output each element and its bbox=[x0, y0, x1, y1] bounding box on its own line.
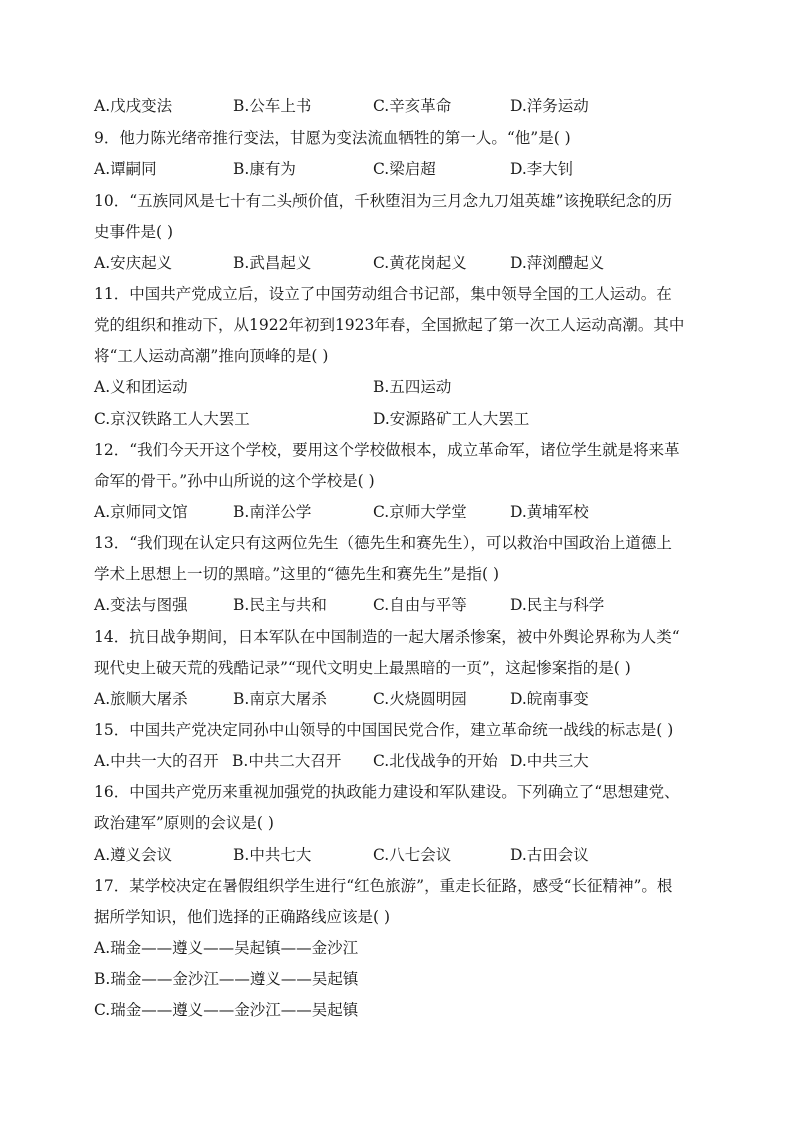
question-9-text: 9．他力陈光绪帝推行变法，甘愿为变法流血牺牲的第一人。“他”是( ) bbox=[94, 129, 571, 147]
option-d: D.洋务运动 bbox=[510, 97, 589, 115]
question-14-text-line-1: 14．抗日战争期间，日本军队在中国制造的一起大屠杀惨案，被中外舆论界称为人类“ bbox=[94, 628, 680, 646]
option-a: A.安庆起义 bbox=[94, 254, 173, 272]
option-b: B.民主与共和 bbox=[233, 596, 327, 614]
question-15-options bbox=[94, 751, 704, 771]
option-a: A.遵义会议 bbox=[94, 846, 173, 864]
question-11-text-line-1: 11．中国共产党成立后，设立了中国劳动组合书记部，集中领导全国的工人运动。在 bbox=[94, 285, 672, 303]
option-b: B.公车上书 bbox=[233, 97, 312, 115]
question-11-text-line-2: 党的组织和推动下，从1922年初到1923年春，全国掀起了第一次工人运动高潮。其中 bbox=[94, 316, 685, 334]
option-a: A.变法与图强 bbox=[94, 596, 188, 614]
option-c: C.梁启超 bbox=[373, 160, 436, 178]
option-c: C.八七会议 bbox=[373, 846, 452, 864]
option-d: D.李大钊 bbox=[510, 160, 574, 178]
question-13-options bbox=[94, 595, 704, 615]
option-d: D.萍浏醴起义 bbox=[510, 254, 605, 272]
question-17-option-a: A.瑞金——遵义——吴起镇——金沙江 bbox=[94, 939, 359, 957]
question-10-options bbox=[94, 253, 704, 273]
option-d: D.黄埔军校 bbox=[510, 503, 589, 521]
option-b: B.南京大屠杀 bbox=[233, 690, 327, 708]
question-14-text-line-2: 现代史上破天荒的残酷记录”“现代文明史上最黑暗的一页”，这起惨案指的是( ) bbox=[94, 659, 631, 677]
question-16-text-line-1: 16．中国共产党历来重视加强党的执政能力建设和军队建设。下列确立了“思想建党、 bbox=[94, 783, 680, 801]
option-d: D.民主与科学 bbox=[510, 596, 605, 614]
option-d: D.皖南事变 bbox=[510, 690, 589, 708]
option-b: B.康有为 bbox=[233, 160, 296, 178]
option-a: A.戊戌变法 bbox=[94, 97, 173, 115]
option-d: D.中共三大 bbox=[510, 752, 589, 770]
question-13-text-line-1: 13．“我们现在认定只有这两位先生（德先生和赛先生），可以救治中国政治上道德上 bbox=[94, 534, 672, 552]
question-16-options bbox=[94, 845, 704, 865]
question-8-options bbox=[94, 96, 704, 116]
question-11-text-line-3: 将“工人运动高潮”推向顶峰的是( ) bbox=[94, 347, 329, 365]
question-12-options bbox=[94, 502, 704, 522]
option-c: C.自由与平等 bbox=[373, 596, 467, 614]
option-a: A.义和团运动 bbox=[94, 378, 188, 396]
question-9-options bbox=[94, 159, 704, 179]
question-11-options-row-1 bbox=[94, 377, 704, 397]
option-d: D.安源路矿工人大罢工 bbox=[373, 410, 530, 428]
option-b: B.中共二大召开 bbox=[232, 752, 342, 770]
question-11-options-row-2 bbox=[94, 409, 704, 429]
question-12-text-line-1: 12．“我们今天开这个学校，要用这个学校做根本，成立革命军，诸位学生就是将来革 bbox=[94, 441, 680, 459]
question-17-text-line-2: 据所学知识，他们选择的正确路线应该是( ) bbox=[94, 908, 391, 926]
option-b: B.武昌起义 bbox=[233, 254, 312, 272]
question-16-text-line-2: 政治建军”原则的会议是( ) bbox=[94, 814, 274, 832]
option-c: C.辛亥革命 bbox=[373, 97, 452, 115]
option-b: B.五四运动 bbox=[373, 378, 452, 396]
option-c: C.京汉铁路工人大罢工 bbox=[94, 410, 250, 428]
option-a: A.旅顺大屠杀 bbox=[94, 690, 188, 708]
question-10-text-line-1: 10．“五族同风是七十有二头颅价值，千秋堕泪为三月念九刀俎英雄”该挽联纪念的历 bbox=[94, 192, 673, 210]
option-c: C.北伐战争的开始 bbox=[373, 752, 498, 770]
option-a: A.京师同文馆 bbox=[94, 503, 188, 521]
option-a: A.谭嗣同 bbox=[94, 160, 157, 178]
option-d: D.古田会议 bbox=[510, 846, 589, 864]
option-b: B.中共七大 bbox=[233, 846, 312, 864]
option-c: C.火烧圆明园 bbox=[373, 690, 467, 708]
question-15-text: 15．中国共产党决定同孙中山领导的中国国民党合作，建立革命统一战线的标志是( ) bbox=[94, 721, 674, 739]
option-c: C.黄花岗起义 bbox=[373, 254, 467, 272]
question-12-text-line-2: 命军的骨干。”孙中山所说的这个学校是( ) bbox=[94, 472, 375, 490]
option-a: A.中共一大的召开 bbox=[94, 752, 219, 770]
question-13-text-line-2: 学术上思想上一切的黑暗。”这里的“德先生和赛先生”是指( ) bbox=[94, 565, 500, 583]
question-17-option-b: B.瑞金——金沙江——遵义——吴起镇 bbox=[94, 970, 359, 988]
question-10-text-line-2: 史事件是( ) bbox=[94, 223, 174, 241]
option-c: C.京师大学堂 bbox=[373, 503, 467, 521]
question-14-options bbox=[94, 689, 704, 709]
question-17-option-c: C.瑞金——遵义——金沙江——吴起镇 bbox=[94, 1001, 359, 1019]
question-17-text-line-1: 17．某学校决定在暑假组织学生进行“红色旅游”，重走长征路，感受“长征精神”。根 bbox=[94, 877, 673, 895]
option-b: B.南洋公学 bbox=[233, 503, 312, 521]
